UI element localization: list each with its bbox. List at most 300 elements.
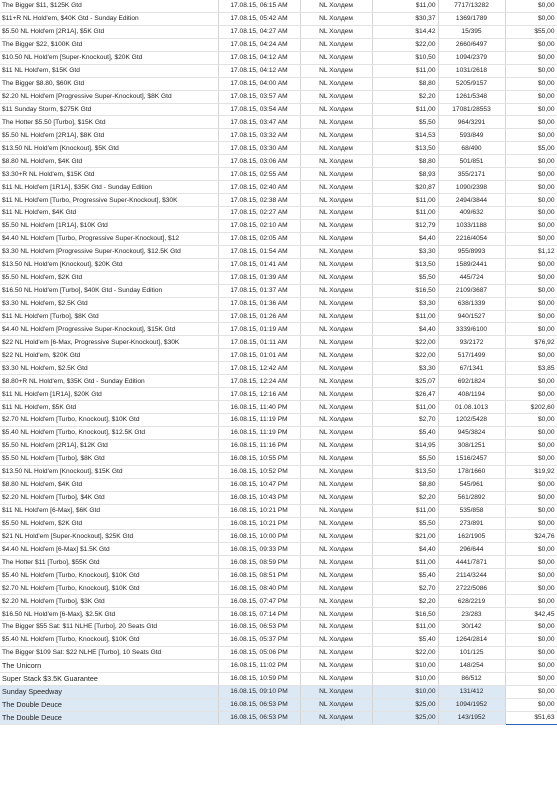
table-row[interactable] [0,271,557,284]
buyin-cell: $3,30 [372,362,438,375]
winnings-cell: $0,00 [505,12,557,25]
table-row[interactable] [0,310,557,323]
game-cell: NL Холдем [300,543,372,556]
game-cell: NL Холдем [300,633,372,646]
date-cell: 16.08.15, 10:00 PM [218,530,300,543]
date-cell: 16.08.15, 06:53 PM [218,711,300,724]
tournament-name-cell: $2.70 NL Hold'em [Turbo, Knockout], $10K Gtd [0,582,218,595]
place-cell: 517/1499 [438,349,505,362]
table-row[interactable] [0,181,557,194]
game-cell: NL Холдем [300,414,372,427]
winnings-cell: $0,00 [505,388,557,401]
game-cell: NL Холдем [300,530,372,543]
buyin-cell: $2,20 [372,491,438,504]
tournament-name-cell: $8.80 NL Hold'em, $4K Gtd [0,478,218,491]
table-row[interactable] [0,646,557,659]
table-row[interactable] [0,388,557,401]
place-cell: 01.08.1013 [438,401,505,414]
tournament-name-cell: $5.50 NL Hold'em [2R1A], $5K Gtd [0,25,218,38]
date-cell: 17.08.15, 02:10 AM [218,219,300,232]
date-cell: 17.08.15, 03:57 AM [218,90,300,103]
winnings-cell: $0,00 [505,258,557,271]
game-cell: NL Холдем [300,51,372,64]
winnings-cell: $0,00 [505,595,557,608]
table-row[interactable] [0,103,557,116]
date-cell: 17.08.15, 04:12 AM [218,64,300,77]
game-cell: NL Холдем [300,621,372,634]
table-row[interactable] [0,452,557,465]
winnings-cell: $0,00 [505,633,557,646]
table-row[interactable] [0,530,557,543]
buyin-cell: $12,79 [372,219,438,232]
date-cell: 17.08.15, 03:54 AM [218,103,300,116]
game-cell: NL Холдем [300,375,372,388]
tournament-name-cell: $2.20 NL Hold'em [Turbo], $4K Gtd [0,491,218,504]
table-row[interactable] [0,582,557,595]
table-row[interactable] [0,297,557,310]
winnings-cell: $19,92 [505,465,557,478]
winnings-cell: $0,00 [505,426,557,439]
table-row[interactable] [0,608,557,621]
place-cell: 178/1660 [438,465,505,478]
tournament-name-cell: $4.40 NL Hold'em [Progressive Super-Knockout], $15K Gtd [0,323,218,336]
winnings-cell: $0,00 [505,517,557,530]
tournament-name-cell: $5.50 NL Hold'em [2R1A], $8K Gtd [0,129,218,142]
table-row[interactable] [0,323,557,336]
place-cell: 1369/1789 [438,12,505,25]
table-row[interactable] [0,129,557,142]
tournament-name-cell: $16.50 NL Hold'em [6-Max], $2.5K Gtd [0,608,218,621]
winnings-cell: $0,00 [505,181,557,194]
winnings-cell: $0,00 [505,284,557,297]
winnings-cell: $0,00 [505,556,557,569]
place-cell: 1031/2618 [438,64,505,77]
date-cell: 17.08.15, 02:38 AM [218,194,300,207]
winnings-cell: $0,00 [505,38,557,51]
buyin-cell: $13,50 [372,258,438,271]
game-cell: NL Холдем [300,362,372,375]
game-cell: NL Холдем [300,672,372,685]
table-row[interactable] [0,336,557,349]
buyin-cell: $5,40 [372,426,438,439]
buyin-cell: $22,00 [372,349,438,362]
date-cell: 17.08.15, 12:42 AM [218,362,300,375]
game-cell: NL Холдем [300,646,372,659]
place-cell: 7717/13282 [438,0,505,12]
place-cell: 143/1952 [438,711,505,724]
winnings-cell: $76,92 [505,336,557,349]
buyin-cell: $5,50 [372,452,438,465]
buyin-cell: $8,80 [372,478,438,491]
tournament-name-cell: $8.80 NL Hold'em, $4K Gtd [0,155,218,168]
date-cell: 16.08.15, 08:40 PM [218,582,300,595]
buyin-cell: $16,50 [372,608,438,621]
date-cell: 17.08.15, 03:47 AM [218,116,300,129]
winnings-cell: $0,00 [505,375,557,388]
tournament-name-cell: $13.50 NL Hold'em [Knockout], $20K Gtd [0,258,218,271]
buyin-cell: $11,00 [372,207,438,220]
game-cell: NL Холдем [300,219,372,232]
date-cell: 16.08.15, 06:53 PM [218,698,300,711]
table-row[interactable] [0,556,557,569]
winnings-cell: $0,00 [505,116,557,129]
table-row[interactable] [0,621,557,634]
tournament-name-cell: $11 NL Hold'em, $4K Gtd [0,207,218,220]
table-row[interactable] [0,284,557,297]
place-cell: 4441/7871 [438,556,505,569]
winnings-cell: $0,00 [505,478,557,491]
place-cell: 955/8993 [438,245,505,258]
place-cell: 964/3291 [438,116,505,129]
buyin-cell: $26,47 [372,388,438,401]
game-cell: NL Холдем [300,310,372,323]
place-cell: 2494/3844 [438,194,505,207]
tournament-name-cell: $5.40 NL Hold'em [Turbo, Knockout], $10K Gtd [0,569,218,582]
buyin-cell: $2,20 [372,595,438,608]
game-cell: NL Холдем [300,297,372,310]
date-cell: 17.08.15, 04:27 AM [218,25,300,38]
tournament-name-cell: $11 NL Hold'em [1R1A], $20K Gtd [0,388,218,401]
game-cell: NL Холдем [300,155,372,168]
date-cell: 17.08.15, 04:24 AM [218,38,300,51]
winnings-cell: $5,00 [505,142,557,155]
tournament-name-cell: The Unicorn [0,659,218,672]
tournament-name-cell: The Double Deuce [0,711,218,724]
winnings-cell: $0,00 [505,621,557,634]
winnings-cell: $0,00 [505,439,557,452]
tournament-name-cell: $4.40 NL Hold'em [6-Max] $1.5K Gtd [0,543,218,556]
place-cell: 1202/5428 [438,414,505,427]
place-cell: 68/490 [438,142,505,155]
buyin-cell: $11,00 [372,621,438,634]
table-row[interactable] [0,685,557,698]
table-row[interactable] [0,12,557,25]
place-cell: 1094/2379 [438,51,505,64]
game-cell: NL Холдем [300,698,372,711]
game-cell: NL Холдем [300,659,372,672]
winnings-cell: $0,00 [505,543,557,556]
tournament-name-cell: $5.40 NL Hold'em [Turbo, Knockout], $12.5K Gtd [0,426,218,439]
table-row[interactable] [0,232,557,245]
game-cell: NL Холдем [300,336,372,349]
tournament-name-cell: $5.50 NL Hold'em [1R1A], $10K Gtd [0,219,218,232]
winnings-cell: $0,00 [505,232,557,245]
buyin-cell: $5,50 [372,116,438,129]
date-cell: 17.08.15, 03:06 AM [218,155,300,168]
buyin-cell: $3,30 [372,245,438,258]
game-cell: NL Холдем [300,38,372,51]
date-cell: 16.08.15, 08:51 PM [218,569,300,582]
date-cell: 16.08.15, 07:14 PM [218,608,300,621]
place-cell: 409/632 [438,207,505,220]
winnings-cell: $0,00 [505,155,557,168]
table-row[interactable] [0,64,557,77]
place-cell: 273/891 [438,517,505,530]
buyin-cell: $10,00 [372,659,438,672]
game-cell: NL Холдем [300,465,372,478]
game-cell: NL Холдем [300,569,372,582]
winnings-cell: $0,00 [505,685,557,698]
place-cell: 1516/2457 [438,452,505,465]
tournament-name-cell: $11 Sunday Storm, $275K Gtd [0,103,218,116]
date-cell: 17.08.15, 05:42 AM [218,12,300,25]
table-row[interactable] [0,194,557,207]
buyin-cell: $11,00 [372,504,438,517]
buyin-cell: $10,50 [372,51,438,64]
place-cell: 1589/2441 [438,258,505,271]
table-row[interactable] [0,698,557,711]
winnings-cell: $0,00 [505,310,557,323]
winnings-cell: $0,00 [505,504,557,517]
winnings-cell: $0,00 [505,168,557,181]
game-cell: NL Холдем [300,685,372,698]
buyin-cell: $11,00 [372,556,438,569]
tournament-name-cell: $5.50 NL Hold'em, $2K Gtd [0,271,218,284]
date-cell: 17.08.15, 04:00 AM [218,77,300,90]
date-cell: 17.08.15, 01:37 AM [218,284,300,297]
winnings-cell: $0,00 [505,646,557,659]
table-row[interactable] [0,426,557,439]
table-row[interactable] [0,349,557,362]
place-cell: 1090/2398 [438,181,505,194]
winnings-cell: $0,00 [505,129,557,142]
place-cell: 1264/2814 [438,633,505,646]
game-cell: NL Холдем [300,0,372,12]
winnings-cell: $0,00 [505,297,557,310]
date-cell: 17.08.15, 02:40 AM [218,181,300,194]
table-row[interactable] [0,439,557,452]
game-cell: NL Холдем [300,64,372,77]
table-row[interactable] [0,517,557,530]
table-row[interactable] [0,543,557,556]
date-cell: 17.08.15, 12:16 AM [218,388,300,401]
place-cell: 535/858 [438,504,505,517]
tournament-name-cell: The Hotter $5.50 [Turbo], $15K Gtd [0,116,218,129]
tournament-name-cell: $5.50 NL Hold'em [2R1A], $12K Gtd [0,439,218,452]
game-cell: NL Холдем [300,103,372,116]
place-cell: 86/512 [438,672,505,685]
table-row[interactable] [0,90,557,103]
table-row[interactable] [0,375,557,388]
game-cell: NL Холдем [300,12,372,25]
place-cell: 408/1194 [438,388,505,401]
buyin-cell: $4,40 [372,323,438,336]
table-row[interactable] [0,465,557,478]
tournament-name-cell: The Bigger $22, $100K Gtd [0,38,218,51]
table-row[interactable] [0,116,557,129]
game-cell: NL Холдем [300,711,372,724]
place-cell: 355/2171 [438,168,505,181]
place-cell: 1261/5348 [438,90,505,103]
buyin-cell: $30,37 [372,12,438,25]
tournament-name-cell: $2.20 NL Hold'em [Progressive Super-Knockout], $8K Gtd [0,90,218,103]
place-cell: 2114/3244 [438,569,505,582]
table-row[interactable] [0,362,557,375]
table-row[interactable] [0,595,557,608]
place-cell: 148/254 [438,659,505,672]
tournament-name-cell: $2.20 NL Hold'em [Turbo], $3K Gtd [0,595,218,608]
game-cell: NL Холдем [300,426,372,439]
date-cell: 17.08.15, 02:27 AM [218,207,300,220]
game-cell: NL Холдем [300,491,372,504]
date-cell: 17.08.15, 01:19 AM [218,323,300,336]
date-cell: 16.08.15, 05:06 PM [218,646,300,659]
buyin-cell: $14,42 [372,25,438,38]
tournament-name-cell: $2.70 NL Hold'em [Turbo, Knockout], $10K Gtd [0,414,218,427]
buyin-cell: $5,40 [372,569,438,582]
place-cell: 296/644 [438,543,505,556]
buyin-cell: $10,00 [372,685,438,698]
table-row[interactable] [0,659,557,672]
place-cell: 638/1339 [438,297,505,310]
table-row[interactable] [0,491,557,504]
table-row[interactable] [0,207,557,220]
winnings-cell: $0,00 [505,659,557,672]
place-cell: 1094/1952 [438,698,505,711]
winnings-cell: $0,00 [505,582,557,595]
winnings-cell: $0,00 [505,194,557,207]
table-row[interactable] [0,77,557,90]
buyin-cell: $25,07 [372,375,438,388]
table-row[interactable] [0,245,557,258]
buyin-cell: $22,00 [372,646,438,659]
tournament-name-cell: $22 NL Hold'em, $20K Gtd [0,349,218,362]
table-row[interactable] [0,258,557,271]
table-row[interactable] [0,633,557,646]
tournament-name-cell: $3.30+R NL Hold'em, $15K Gtd [0,168,218,181]
buyin-cell: $25,00 [372,698,438,711]
winnings-cell: $202,60 [505,401,557,414]
buyin-cell: $2,70 [372,582,438,595]
table-row[interactable] [0,38,557,51]
game-cell: NL Холдем [300,232,372,245]
tournament-name-cell: $22 NL Hold'em [6-Max, Progressive Super-Knockout], $30K [0,336,218,349]
buyin-cell: $4,40 [372,232,438,245]
buyin-cell: $5,40 [372,633,438,646]
table-row[interactable] [0,219,557,232]
buyin-cell: $22,00 [372,336,438,349]
buyin-cell: $11,00 [372,103,438,116]
place-cell: 17081/28553 [438,103,505,116]
buyin-cell: $13,50 [372,142,438,155]
tournament-name-cell: $11+R NL Hold'em, $40K Gtd - Sunday Edition [0,12,218,25]
winnings-cell: $0,00 [505,219,557,232]
date-cell: 16.08.15, 11:16 PM [218,439,300,452]
game-cell: NL Холдем [300,271,372,284]
winnings-cell: $0,00 [505,569,557,582]
winnings-cell: $0,00 [505,323,557,336]
winnings-cell: $0,00 [505,77,557,90]
table-row[interactable] [0,142,557,155]
buyin-cell: $5,50 [372,517,438,530]
table-row[interactable] [0,414,557,427]
date-cell: 16.08.15, 10:59 PM [218,672,300,685]
date-cell: 17.08.15, 01:11 AM [218,336,300,349]
buyin-cell: $14,95 [372,439,438,452]
table-row[interactable] [0,478,557,491]
date-cell: 17.08.15, 12:24 AM [218,375,300,388]
buyin-cell: $10,00 [372,672,438,685]
buyin-cell: $22,00 [372,38,438,51]
place-cell: 67/1341 [438,362,505,375]
buyin-cell: $13,50 [372,465,438,478]
table-row[interactable] [0,672,557,685]
date-cell: 16.08.15, 08:59 PM [218,556,300,569]
game-cell: NL Холдем [300,77,372,90]
date-cell: 16.08.15, 11:19 PM [218,426,300,439]
tournament-name-cell: $13.50 NL Hold'em [Knockout], $15K Gtd [0,465,218,478]
game-cell: NL Холдем [300,245,372,258]
place-cell: 2109/3687 [438,284,505,297]
winnings-cell: $42,45 [505,608,557,621]
place-cell: 93/2172 [438,336,505,349]
place-cell: 2660/6497 [438,38,505,51]
game-cell: NL Холдем [300,323,372,336]
table-row[interactable] [0,51,557,64]
buyin-cell: $11,00 [372,0,438,12]
date-cell: 16.08.15, 11:40 PM [218,401,300,414]
game-cell: NL Холдем [300,181,372,194]
table-row[interactable] [0,168,557,181]
place-cell: 3339/6100 [438,323,505,336]
date-cell: 16.08.15, 10:21 PM [218,504,300,517]
date-cell: 16.08.15, 05:37 PM [218,633,300,646]
tournament-name-cell: $3.30 NL Hold'em [Progressive Super-Knockout], $12.5K Gtd [0,245,218,258]
date-cell: 16.08.15, 06:53 PM [218,621,300,634]
table-row[interactable] [0,401,557,414]
tournament-name-cell: Super Stack $3.5K Guarantee [0,672,218,685]
game-cell: NL Холдем [300,129,372,142]
table-row[interactable] [0,0,557,12]
table-row[interactable] [0,711,557,724]
tournament-name-cell: $11 NL Hold'em [1R1A], $35K Gtd - Sunday Edition [0,181,218,194]
buyin-cell: $14,53 [372,129,438,142]
table-row[interactable] [0,25,557,38]
buyin-cell: $11,00 [372,401,438,414]
buyin-cell: $16,50 [372,284,438,297]
winnings-cell: $55,00 [505,25,557,38]
game-cell: NL Холдем [300,258,372,271]
date-cell: 17.08.15, 01:39 AM [218,271,300,284]
place-cell: 692/1824 [438,375,505,388]
date-cell: 17.08.15, 02:05 AM [218,232,300,245]
game-cell: NL Холдем [300,116,372,129]
winnings-cell: $1,12 [505,245,557,258]
table-row[interactable] [0,569,557,582]
winnings-cell: $0,00 [505,452,557,465]
table-row[interactable] [0,504,557,517]
place-cell: 5205/9157 [438,77,505,90]
date-cell: 16.08.15, 09:10 PM [218,685,300,698]
buyin-cell: $20,87 [372,181,438,194]
game-cell: NL Холдем [300,401,372,414]
date-cell: 17.08.15, 03:30 AM [218,142,300,155]
game-cell: NL Холдем [300,90,372,103]
table-row[interactable] [0,155,557,168]
place-cell: 15/395 [438,25,505,38]
game-cell: NL Холдем [300,582,372,595]
tournament-name-cell: $13.50 NL Hold'em [Knockout], $5K Gtd [0,142,218,155]
buyin-cell: $21,00 [372,530,438,543]
winnings-cell: $0,00 [505,349,557,362]
place-cell: 561/2892 [438,491,505,504]
place-cell: 23/283 [438,608,505,621]
date-cell: 16.08.15, 10:43 PM [218,491,300,504]
winnings-cell: $0,00 [505,414,557,427]
winnings-cell: $0,00 [505,207,557,220]
tournament-name-cell: $5.50 NL Hold'em [Turbo], $8K Gtd [0,452,218,465]
winnings-cell: $3,85 [505,362,557,375]
